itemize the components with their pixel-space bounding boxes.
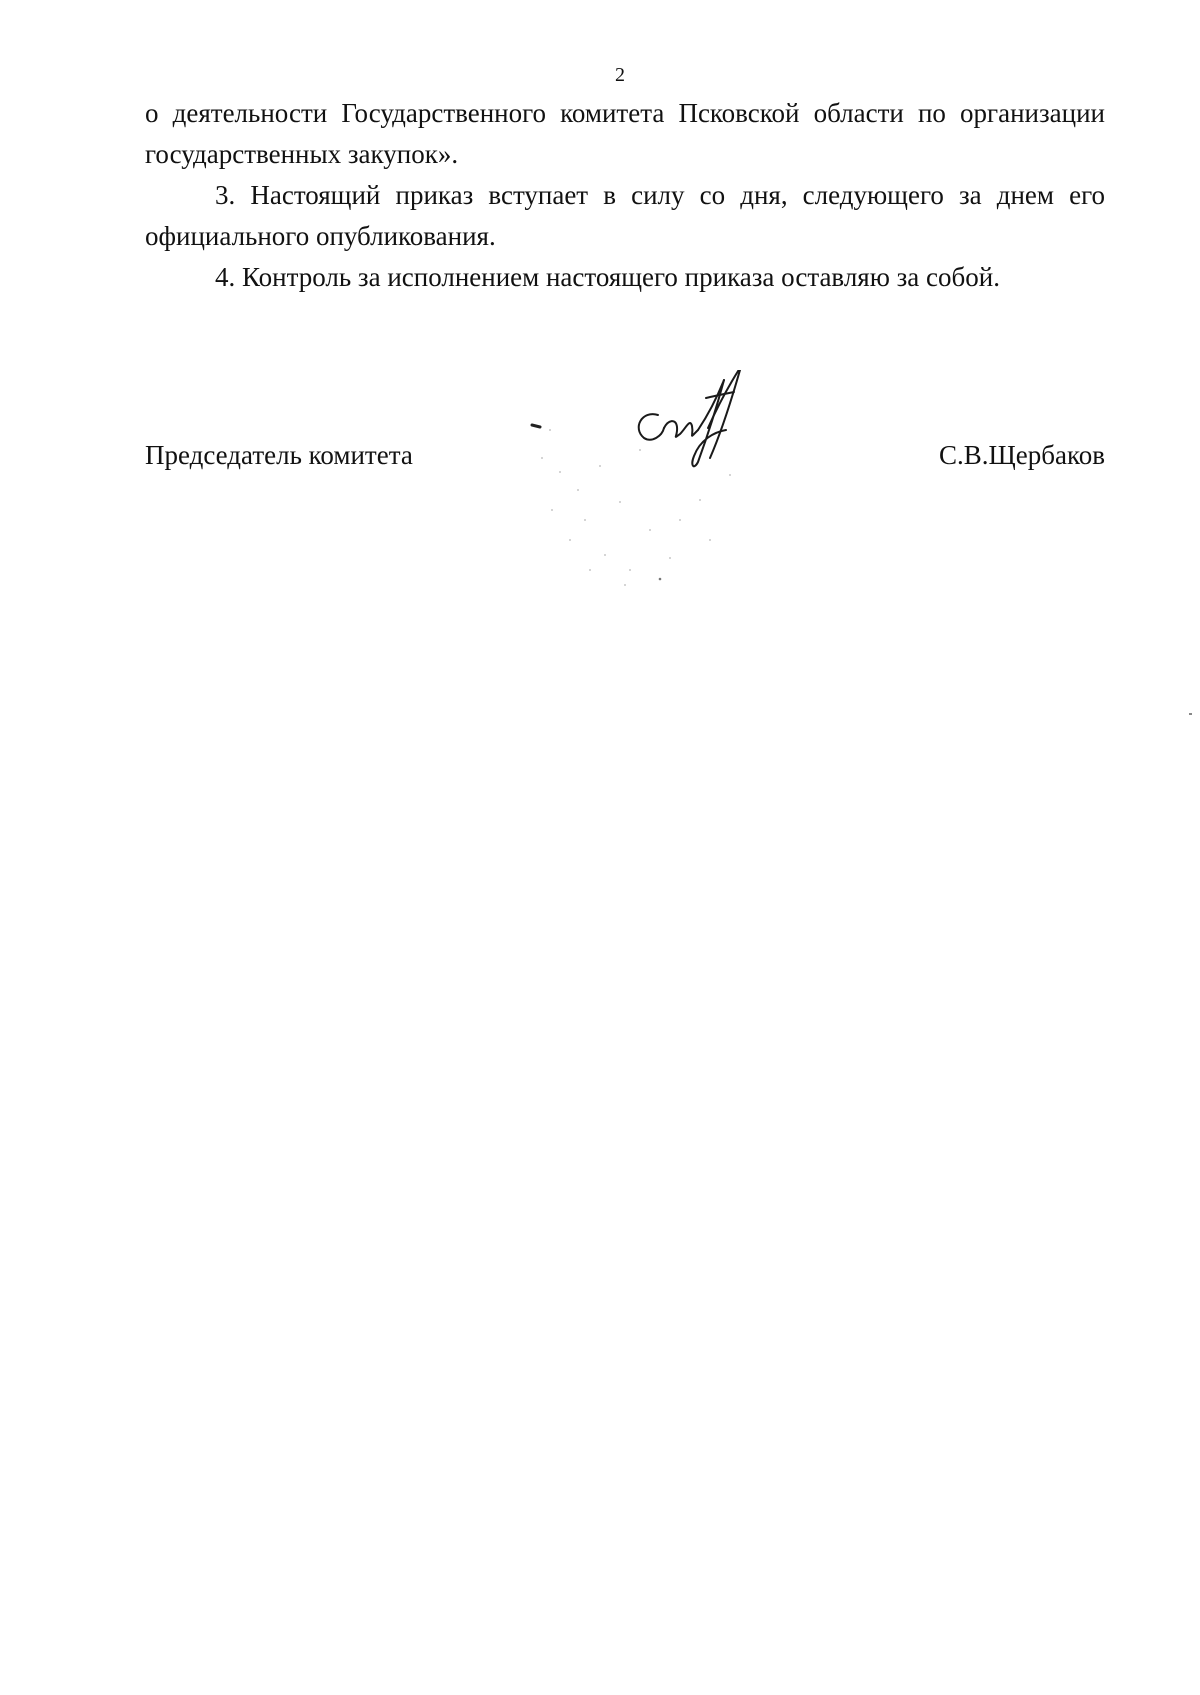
- paragraph-clause-3: 3. Настоящий приказ вступает в силу со дня, следующего за днем его официального опубликования.: [145, 180, 1105, 251]
- page-number: 2: [615, 64, 625, 86]
- paragraph-clause-4: 4. Контроль за исполнением настоящего приказа оставляю за собой.: [215, 262, 1000, 292]
- signatory-position: Председатель комитета: [145, 440, 413, 470]
- scan-artifact: [1189, 713, 1192, 715]
- signatory-name: С.В.Щербаков: [939, 440, 1105, 470]
- document-body: [145, 93, 1105, 298]
- signature-block: [145, 440, 1105, 490]
- paragraph-continuation: о деятельности Государственного комитета Псковской области по организации государственных закупок».: [145, 98, 1105, 169]
